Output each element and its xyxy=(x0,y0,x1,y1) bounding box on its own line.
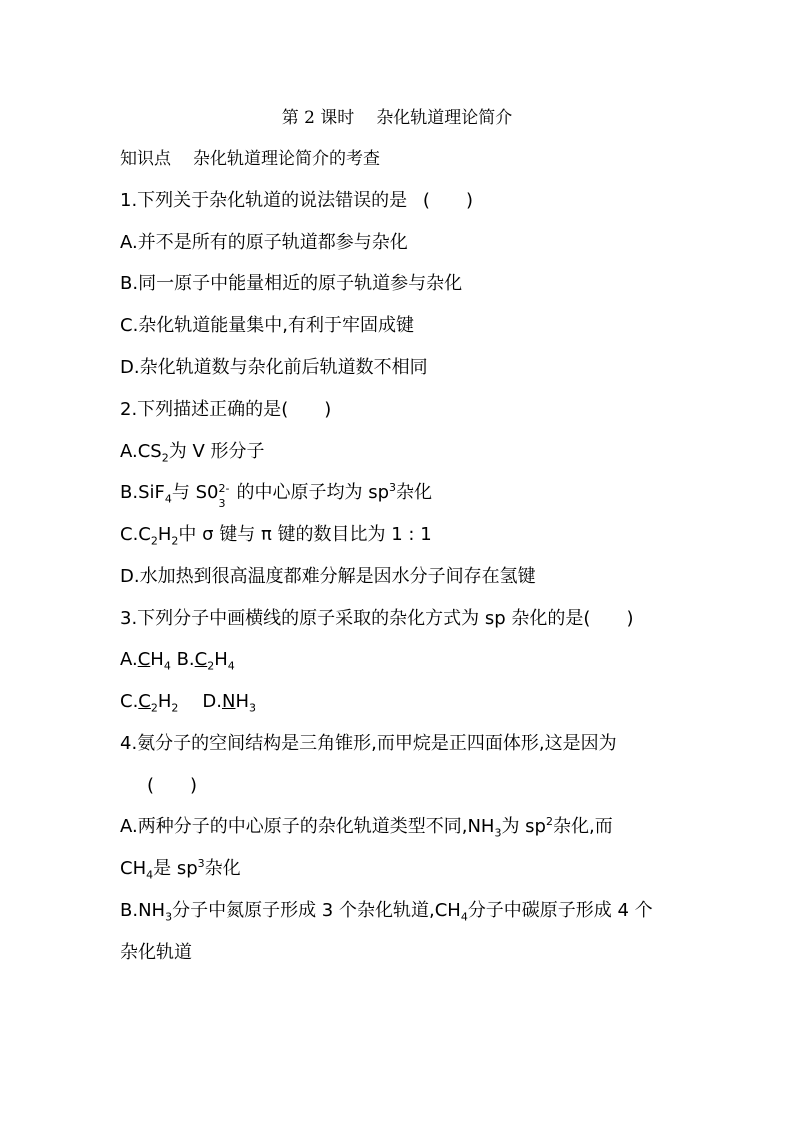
option-text: 杂化 xyxy=(204,858,241,879)
question-3-options-ab xyxy=(120,648,235,672)
question-1-option-d: D.杂化轨道数与杂化前后轨道数不相同 xyxy=(120,357,428,378)
option-text: H xyxy=(157,524,172,545)
question-1-option-b: B.同一原子中能量相近的原子轨道参与杂化 xyxy=(120,273,463,294)
option-text: A.CS xyxy=(120,441,162,462)
page-title xyxy=(0,106,794,130)
option-text: 中 σ 键与 π 键的数目比为 1 : 1 xyxy=(178,524,432,545)
answer-paren-open: ( xyxy=(281,399,289,420)
option-letter: B. xyxy=(176,649,195,670)
option-letter: C. xyxy=(120,691,139,712)
option-text: H xyxy=(214,649,228,670)
question-3-options-cd xyxy=(120,690,256,714)
option-text: 与 S0 xyxy=(171,482,219,503)
section-heading xyxy=(120,147,380,171)
underlined-atom: C xyxy=(194,649,208,670)
lesson-label: 第 2 课时 xyxy=(281,108,355,128)
answer-paren-open: ( xyxy=(147,775,155,796)
subscript: 2 xyxy=(171,701,179,715)
section-label: 知识点 xyxy=(120,149,171,169)
question-text: 1.下列关于杂化轨道的说法错误的是 xyxy=(120,190,408,211)
ion-charge-stack xyxy=(218,482,230,510)
question-3-stem xyxy=(120,607,633,631)
option-text: H xyxy=(157,691,172,712)
option-text: 分子中氮原子形成 3 个杂化轨道,CH xyxy=(172,900,461,921)
option-text: B.SiF xyxy=(120,482,165,503)
question-2-option-c xyxy=(120,523,432,547)
superscript: 2 xyxy=(545,815,553,828)
option-text: H xyxy=(150,649,164,670)
option-text: 分子中碳原子形成 4 个 xyxy=(467,900,653,921)
option-text: CH xyxy=(120,858,147,879)
option-text: 杂化,而 xyxy=(552,816,613,837)
subscript: 2 xyxy=(150,701,158,715)
answer-paren-close: ) xyxy=(190,775,198,796)
question-4-option-a xyxy=(120,815,613,839)
option-letter: D. xyxy=(202,691,223,712)
question-1-option-c: C.杂化轨道能量集中,有利于牢固成键 xyxy=(120,315,415,336)
option-text: A.两种分子的中心原子的杂化轨道类型不同,NH xyxy=(120,816,495,837)
question-1-option-a: A.并不是所有的原子轨道都参与杂化 xyxy=(120,232,408,253)
subscript: 2 xyxy=(161,451,169,465)
option-letter: A. xyxy=(120,649,138,670)
question-3-option-c xyxy=(120,691,179,715)
superscript: 3 xyxy=(389,481,396,494)
answer-paren-open: ( xyxy=(583,608,591,629)
subscript: 4 xyxy=(163,659,171,673)
question-3-option-b xyxy=(176,649,235,673)
subscript: 4 xyxy=(460,910,468,924)
question-4-option-a-continued xyxy=(120,857,241,881)
subscript: 3 xyxy=(494,826,502,840)
option-text: 是 sp xyxy=(153,858,198,879)
subscript: 2 xyxy=(207,659,215,673)
lesson-title: 杂化轨道理论简介 xyxy=(376,108,513,128)
question-3-option-a xyxy=(120,649,171,673)
question-4-option-b-continued: 杂化轨道 xyxy=(120,942,192,963)
section-title: 杂化轨道理论简介的考查 xyxy=(193,149,380,169)
option-text: H xyxy=(235,691,250,712)
question-2-option-a xyxy=(120,440,264,464)
question-text: 3.下列分子中画横线的原子采取的杂化方式为 sp 杂化的是 xyxy=(120,608,584,629)
subscript: 4 xyxy=(164,492,172,506)
subscript: 2 xyxy=(171,534,179,548)
option-text: 杂化 xyxy=(396,482,432,503)
answer-paren-open: ( xyxy=(422,190,430,211)
question-4-option-b xyxy=(120,899,653,923)
question-text: 2.下列描述正确的是 xyxy=(120,399,282,420)
subscript: 3 xyxy=(218,497,226,510)
subscript: 3 xyxy=(249,701,257,715)
question-3-option-d xyxy=(202,691,257,715)
answer-paren-close: ) xyxy=(465,190,473,211)
option-text: 为 V 形分子 xyxy=(168,441,265,462)
question-2-option-d: D.水加热到很高温度都难分解是因水分子间存在氢键 xyxy=(120,566,536,587)
option-text: B.NH xyxy=(120,900,166,921)
superscript: 3 xyxy=(197,857,205,870)
underlined-atom: N xyxy=(222,691,236,712)
question-1-stem xyxy=(120,189,473,213)
subscript: 4 xyxy=(146,868,154,882)
option-text: 的中心原子均为 sp xyxy=(236,482,389,503)
subscript: 3 xyxy=(165,910,173,924)
option-text: C.C xyxy=(120,524,151,545)
answer-paren-close: ) xyxy=(626,608,634,629)
underlined-atom: C xyxy=(138,691,151,712)
superscript: 2- xyxy=(218,482,230,495)
answer-paren-close: ) xyxy=(324,399,332,420)
question-2-option-b xyxy=(120,481,432,510)
option-text: 为 sp xyxy=(501,816,546,837)
underlined-atom: C xyxy=(137,649,151,670)
question-2-stem xyxy=(120,398,331,422)
question-4-stem: 4.氨分子的空间结构是三角锥形,而甲烷是正四面体形,这是因为 xyxy=(120,733,617,754)
subscript: 2 xyxy=(150,534,158,548)
subscript: 4 xyxy=(227,659,235,673)
question-4-answer-paren xyxy=(147,774,197,798)
